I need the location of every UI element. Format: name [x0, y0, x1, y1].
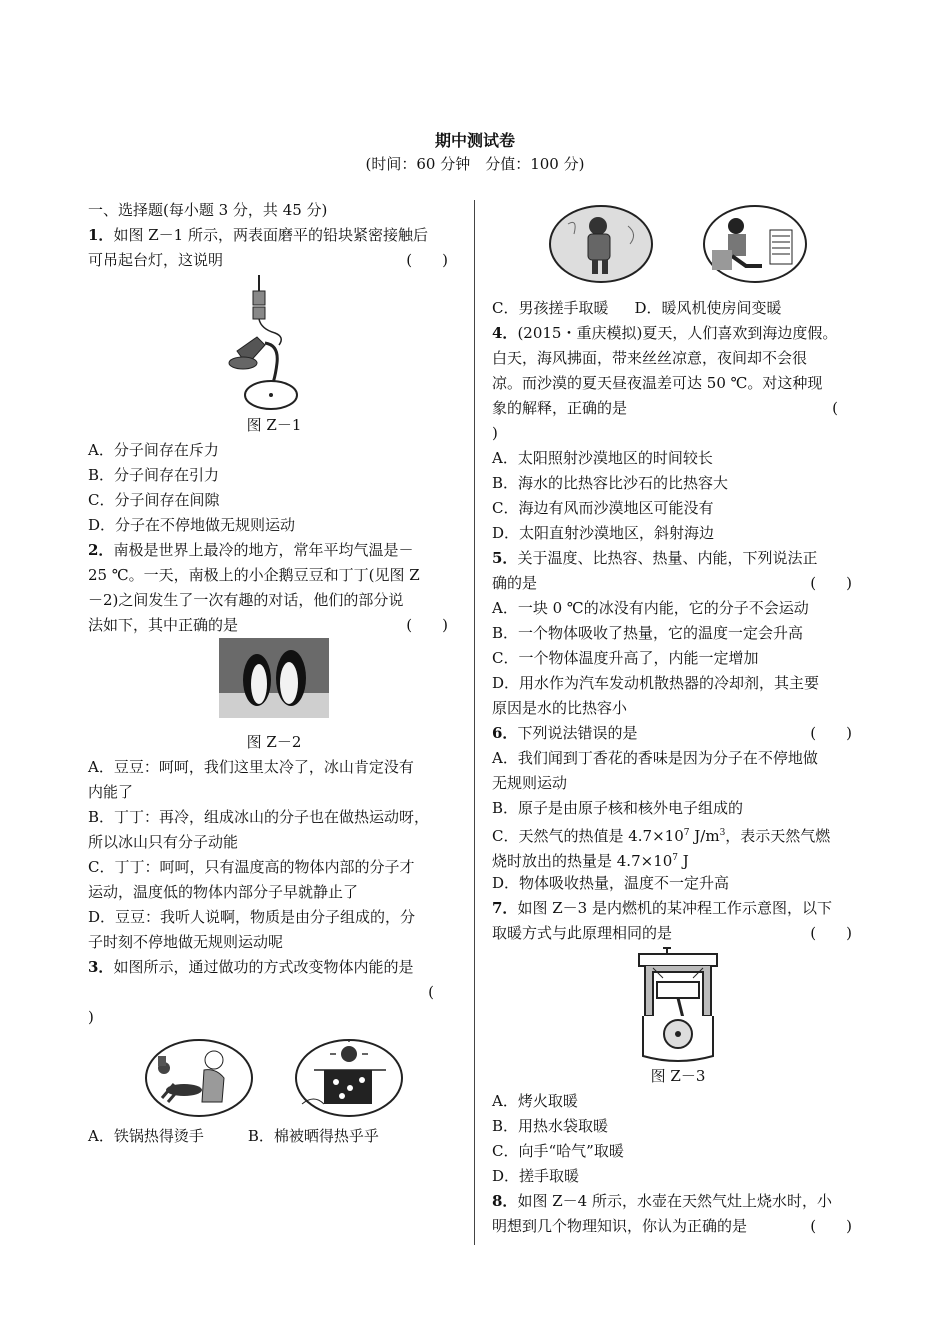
q2-line1: 2．南极是世界上最冷的地方，常年平均气温是－: [88, 541, 414, 559]
iron-pot-cooking-image: [144, 1038, 254, 1118]
left-column: [88, 198, 460, 1149]
q1-option-d: D．分子在不停地做无规则运动: [88, 516, 296, 534]
answer-blank: ( ): [810, 574, 852, 592]
q5-number: 5．: [492, 549, 518, 567]
figure-caption-z2: 图 Z－2: [246, 733, 302, 751]
engine-stroke-diagram: [633, 946, 723, 1064]
q6-line1: 6．下列说法错误的是 ( ): [492, 721, 864, 746]
q3-line1: 3．如图所示，通过做功的方式改变物体内能的是: [88, 958, 414, 976]
q2-option-d-line1: D．豆豆：我听人说啊，物质是由分子组成的，分: [88, 908, 416, 926]
answer-blank: ( ): [406, 616, 448, 634]
q1-option-c: C．分子间存在间隙: [88, 491, 220, 509]
q6-option-a-line2: 无规则运动: [492, 774, 568, 792]
q4-paren-close-line: ): [492, 424, 498, 442]
q4-line3: 凉。而沙漠的夏天昼夜温差可达 50 ℃。对这种现: [492, 374, 823, 392]
q1-line1: 1．如图 Z－1 所示，两表面磨平的铅块紧密接触后: [88, 226, 428, 244]
q3-option-d: D．暖风机使房间变暖: [634, 299, 782, 317]
q7-option-b: B．用热水袋取暖: [492, 1117, 609, 1135]
q1-option-b: B．分子间存在引力: [88, 466, 220, 484]
column-divider: [474, 200, 475, 1245]
q2-option-b-line1: B．丁丁：再冷，组成冰山的分子也在做热运动呀，: [88, 808, 430, 826]
q6-option-d: D．物体吸收热量，温度不一定升高: [492, 874, 730, 892]
q4-line1: 4．(2015・重庆模拟)夏天，人们喜欢到海边度假。: [492, 324, 838, 342]
boy-rubbing-hands-image: [548, 204, 654, 284]
q2-option-b-line2: 所以冰山只有分子动能: [88, 833, 239, 851]
q2-number: 2．: [88, 541, 114, 559]
q3-paren-close-line: ): [88, 1008, 94, 1026]
right-column: [492, 198, 864, 1239]
q7-option-a: A．烤火取暖: [492, 1092, 578, 1110]
q2-line3: －2)之间发生了一次有趣的对话，他们的部分说: [88, 591, 404, 609]
q1-line2: 可吊起台灯，这说明 ( ): [88, 248, 460, 273]
q3-option-a: A．铁锅热得烫手: [88, 1127, 204, 1145]
q7-line1: 7．如图 Z－3 是内燃机的某冲程工作示意图，以下: [492, 899, 832, 917]
q2-option-c-line1: C．丁丁：呵呵，只有温度高的物体内部的分子才: [88, 858, 415, 876]
q8-line2: 明想到几个物理知识，你认为正确的是 ( ): [492, 1214, 864, 1239]
q2-option-c-line2: 运动，温度低的物体内部分子早就静止了: [88, 883, 359, 901]
q5-line2: 确的是 ( ): [492, 571, 864, 596]
q5-option-a: A．一块 0 ℃的冰没有内能，它的分子不会运动: [492, 599, 809, 617]
q3-option-b: B．棉被晒得热乎乎: [247, 1127, 379, 1145]
section-heading: 一、选择题(每小题 3 分，共 45 分): [88, 201, 328, 219]
q4-number: 4．: [492, 324, 518, 342]
penguins-photo: [219, 638, 329, 718]
q4-option-c: C．海边有风而沙漠地区可能没有: [492, 499, 714, 517]
q6-option-a-line1: A．我们闻到丁香花的香味是因为分子在不停地做: [492, 749, 818, 767]
q5-option-d-line1: D．用水作为汽车发动机散热器的冷却剂，其主要: [492, 674, 820, 692]
q7-number: 7．: [492, 899, 518, 917]
q1-number: 1．: [88, 226, 114, 244]
figure-caption-z1: 图 Z－1: [246, 416, 302, 434]
q8-line1: 8．如图 Z－4 所示，水壶在天然气灶上烧水时，小: [492, 1192, 832, 1210]
q5-option-d-line2: 原因是水的比热容小: [492, 699, 628, 717]
answer-blank: ( ): [810, 924, 852, 942]
q4-option-b: B．海水的比热容比沙石的比热容大: [492, 474, 729, 492]
q5-option-c: C．一个物体温度升高了，内能一定增加: [492, 649, 759, 667]
q3-option-c: C．男孩搓手取暖: [492, 299, 609, 317]
q6-option-c-line2: 烧时放出的热量是 $4.7\times 10^7$ J: [492, 852, 689, 870]
q7-line2: 取暖方式与此原理相同的是 ( ): [492, 921, 864, 946]
q6-number: 6．: [492, 724, 518, 742]
q5-option-b: B．一个物体吸收了热量，它的温度一定会升高: [492, 624, 804, 642]
heater-warming-room-image: [702, 204, 808, 284]
q3-images-cd: [492, 198, 864, 296]
q4-option-a: A．太阳照射沙漠地区的时间较长: [492, 449, 713, 467]
q5-line1: 5．关于温度、比热容、热量、内能，下列说法正: [492, 549, 818, 567]
q6-option-c-line1: C．天然气的热值是 $4.7\times 10^7$ $J/m^3$，表示天然气燃: [492, 827, 831, 845]
q2-line4: 法如下，其中正确的是 ( ): [88, 613, 460, 638]
sun-drying-quilt-image: [294, 1038, 404, 1118]
answer-blank: ( ): [810, 724, 852, 742]
lamp-lead-blocks-figure: [219, 273, 329, 413]
q3-options-cd: [492, 296, 864, 321]
figure-caption-z3: 图 Z－3: [650, 1067, 706, 1085]
q3-paren-open-line: (: [428, 983, 434, 1001]
q7-option-c: C．向手“哈气”取暖: [492, 1142, 624, 1160]
q6-option-b: B．原子是由原子核和核外电子组成的: [492, 799, 744, 817]
answer-blank: ( ): [810, 1217, 852, 1235]
page-title: 期中测试卷: [434, 131, 515, 150]
q8-number: 8．: [492, 1192, 518, 1210]
q2-line2: 25 ℃。一天，南极上的小企鹅豆豆和丁丁(见图 Z: [88, 566, 420, 584]
q7-option-d: D．搓手取暖: [492, 1167, 580, 1185]
q3-options-ab: [88, 1124, 460, 1149]
q2-option-a-line1: A．豆豆：呵呵，我们这里太冷了，冰山肯定没有: [88, 758, 414, 776]
q2-option-a-line2: 内能了: [88, 783, 134, 801]
q2-option-d-line2: 子时刻不停地做无规则运动呢: [88, 933, 284, 951]
q1-option-a: A．分子间存在斥力: [88, 441, 219, 459]
answer-blank: ( ): [406, 251, 448, 269]
page-subtitle: (时间：60 分钟 分值：100 分): [365, 155, 585, 173]
q4-option-d: D．太阳直射沙漠地区，斜射海边: [492, 524, 715, 542]
q3-number: 3．: [88, 958, 114, 976]
q3-images-ab: [88, 1030, 460, 1124]
q4-line2: 白天，海风拂面，带来丝丝凉意，夜间却不会很: [492, 349, 808, 367]
spacer: [88, 718, 460, 730]
q4-line4: 象的解释，正确的是 (: [492, 399, 838, 417]
